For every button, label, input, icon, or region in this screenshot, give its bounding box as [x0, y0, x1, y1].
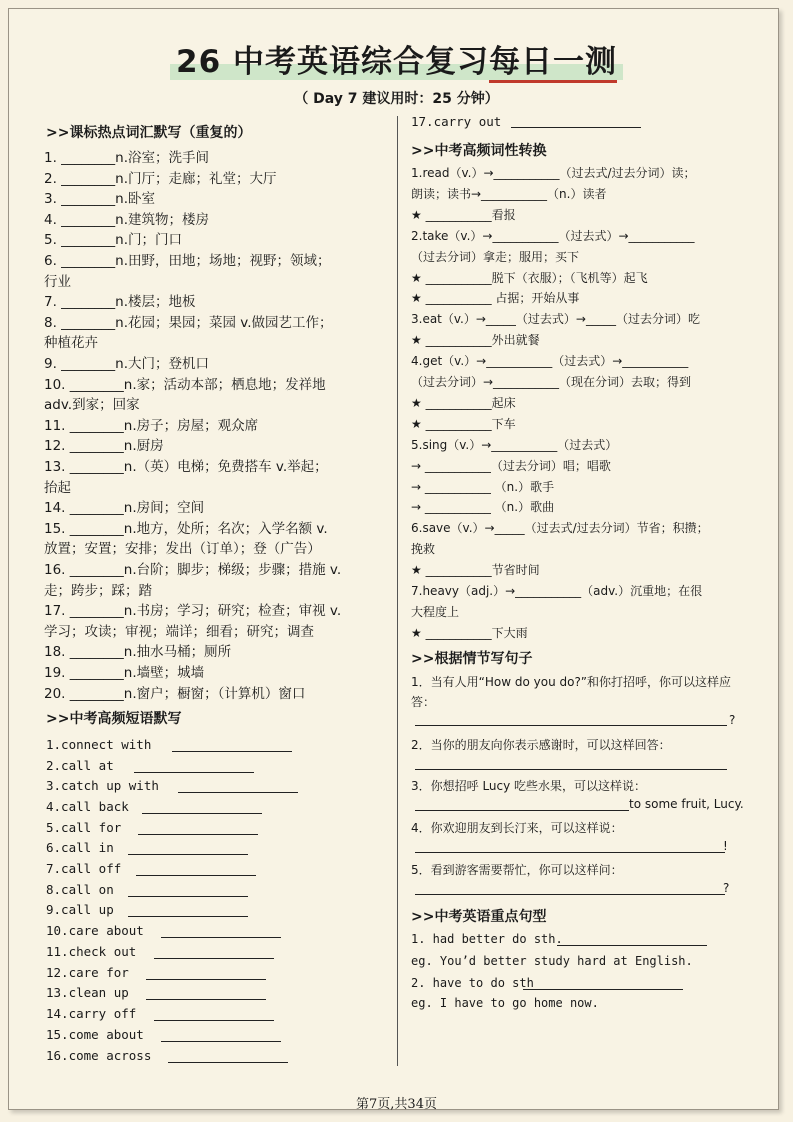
wordform-line[interactable]: ★ ___________下车 — [411, 416, 516, 431]
page-subtitle: （ Day 7 建议用时：25 分钟） — [294, 91, 499, 107]
wordform-line[interactable]: ★ ___________下大雨 — [411, 625, 528, 640]
wordform-line[interactable]: ★ ___________ 占据；开始从事 — [411, 291, 580, 306]
vocab-item[interactable]: 抬起 — [44, 479, 71, 496]
pattern-line: eg. You’d better study hard at English. — [411, 954, 693, 968]
phrase-answer-blank[interactable] — [138, 819, 258, 835]
right-column — [411, 114, 751, 1068]
pattern-line: 2. have to do sth — [411, 976, 534, 990]
vocab-item[interactable]: 8. ________n.花园；果园；菜园 v.做园艺工作； — [44, 314, 333, 331]
phrase-answer-blank[interactable] — [142, 798, 262, 814]
vocab-item[interactable]: 20. ________n.窗户；橱窗；（计算机）窗口 — [44, 685, 306, 702]
vocab-item[interactable]: 9. ________n.大门；登机口 — [44, 356, 210, 372]
phrase-answer-blank[interactable] — [134, 757, 254, 773]
wordform-line[interactable]: 2.take（v.）→___________（过去式）→___________ — [411, 228, 695, 243]
phrase-item: 9.call up — [46, 902, 114, 917]
wordform-line[interactable]: 3.eat（v.）→_____（过去式）→_____（过去分词）吃 — [411, 312, 700, 327]
situation-line: 2．当你的朋友向你表示感谢时，可以这样回答： — [411, 738, 671, 752]
phrase-item: 10.care about — [46, 923, 144, 938]
vocab-item[interactable]: 18. ________n.抽水马桶；厕所 — [44, 644, 232, 661]
wordform-line[interactable]: 挽救 — [411, 542, 436, 557]
phrase-answer-blank[interactable] — [128, 881, 248, 897]
phrase-answer-blank[interactable] — [161, 1026, 281, 1042]
wordform-line[interactable]: 朗读；读书→___________（n.）读者 — [411, 186, 607, 201]
page-footer: 第7页,共34页 — [356, 1097, 437, 1112]
answer-line[interactable] — [415, 837, 725, 853]
situation-line: ? — [723, 881, 730, 895]
situation-line: 5．看到游客需要帮忙，你可以这样问： — [411, 863, 623, 877]
situation-line: ! — [723, 839, 728, 853]
vocab-item[interactable]: 11. ________n.房子；房屋；观众席 — [44, 417, 259, 434]
phrase-item: 16.come across — [46, 1048, 152, 1063]
vocab-item[interactable]: 10. ________n.家；活动本部；栖息地；发祥地 — [44, 376, 326, 393]
phrase-item: 1.connect with — [46, 737, 152, 752]
vocab-item[interactable]: 走；跨步；踩；踏 — [44, 582, 152, 599]
wordform-line[interactable]: 6.save（v.）→_____（过去式/过去分词）节省；积攒； — [411, 521, 709, 536]
answer-line[interactable] — [415, 795, 629, 811]
wordform-line[interactable]: （过去分词）拿走；服用；买下 — [411, 249, 580, 264]
phrases-heading: >>中考高频短语默写 — [46, 711, 182, 727]
situation-line: to some fruit, Lucy. — [629, 797, 744, 811]
phrase-item: 5.call for — [46, 820, 122, 835]
wordform-line[interactable]: ★ ___________节省时间 — [411, 563, 540, 578]
vocab-item[interactable]: adv.到家；回家 — [44, 397, 140, 414]
vocab-heading: >>课标热点词汇默写（重复的） — [46, 125, 252, 141]
vocab-item[interactable]: 学习；攻读；审视；端详；细看；研究；调查 — [44, 623, 314, 640]
phrase-item: 6.call in — [46, 840, 114, 855]
situation-line: 4．你欢迎朋友到长汀来，可以这样说： — [411, 821, 623, 835]
vocab-item[interactable]: 14. ________n.房间；空间 — [44, 500, 205, 517]
wordform-line[interactable]: → ___________（过去分词）唱；唱歌 — [411, 458, 611, 473]
answer-line[interactable] — [415, 754, 727, 770]
wordform-line[interactable]: 4.get（v.）→___________（过去式）→___________ — [411, 354, 689, 369]
left-column — [46, 118, 386, 1068]
vocab-item[interactable]: 6. ________n.田野，田地；场地；视野；领域； — [44, 253, 331, 269]
vocab-item[interactable]: 15. ________n.地方，处所；名次；入学名额 v. — [44, 520, 328, 537]
wordform-line[interactable]: ★ ___________脱下（衣服）；（飞机等）起飞 — [411, 270, 648, 285]
vocab-item[interactable]: 行业 — [44, 273, 71, 290]
wordform-line[interactable]: 7.heavy（adj.）→___________（adv.）沉重地；在很 — [411, 584, 703, 598]
phrase-answer-blank[interactable] — [178, 777, 298, 793]
wordform-line[interactable]: ★ ___________起床 — [411, 395, 516, 410]
phrase-item: 15.come about — [46, 1027, 144, 1042]
phrase-item: 7.call off — [46, 861, 122, 876]
situation-line: 3．你想招呼 Lucy 吃些水果，可以这样说： — [411, 779, 647, 793]
column-divider — [397, 116, 398, 1066]
pattern-blank[interactable] — [557, 930, 707, 946]
vocab-item[interactable]: 3. ________n.卧室 — [44, 191, 156, 208]
pattern-blank[interactable] — [523, 974, 683, 990]
title-highlight: 每日一测 — [489, 44, 617, 83]
situations-heading: >>根据情节写句子 — [411, 651, 533, 667]
phrase-item: 8.call on — [46, 882, 114, 897]
phrase-answer-blank[interactable] — [168, 1047, 288, 1063]
patterns-heading: >>中考英语重点句型 — [411, 909, 547, 925]
phrase-item: 14.carry off — [46, 1006, 137, 1021]
phrase-answer-blank[interactable] — [161, 922, 281, 938]
wordform-line[interactable]: ★ ___________看报 — [411, 207, 516, 222]
vocab-item[interactable]: 种植花卉 — [44, 335, 98, 352]
phrase-answer-blank[interactable] — [136, 860, 256, 876]
situation-line: ? — [729, 713, 736, 727]
phrase-item: 2.call at — [46, 758, 114, 773]
vocab-item[interactable]: 放置；安置；安排；发出（订单）；登（广告） — [44, 541, 321, 558]
phrase-answer-blank[interactable] — [146, 964, 266, 980]
wordform-line[interactable]: （过去分词）→___________（现在分词）去取；得到 — [411, 375, 692, 389]
vocab-item[interactable]: 16. ________n.台阶；脚步；梯级；步骤；措施 v. — [44, 562, 342, 578]
phrase-answer-blank[interactable] — [128, 839, 248, 855]
vocab-item[interactable]: 13. ________n.（英）电梯；免费搭车 v.举起； — [44, 459, 328, 475]
phrase-item: 13.clean up — [46, 985, 129, 1000]
situation-line: 1．当有人用“How do you do?”和你打招呼，你可以这样应 — [411, 675, 732, 689]
vocab-item[interactable]: 4. ________n.建筑物；楼房 — [44, 211, 210, 228]
vocab-item[interactable]: 2. ________n.门厅；走廊；礼堂；大厅 — [44, 170, 277, 187]
answer-line[interactable] — [415, 879, 725, 895]
phrase-item: 12.care for — [46, 965, 129, 980]
answer-line[interactable] — [415, 710, 727, 726]
phrase-item: 3.catch up with — [46, 778, 159, 793]
wordform-line[interactable]: ★ ___________外出就餐 — [411, 333, 540, 348]
wordform-line[interactable]: 1.read（v.）→___________（过去式/过去分词）读； — [411, 166, 696, 180]
wordform-line[interactable]: → ___________ （n.）歌手 — [411, 479, 555, 494]
vocab-item[interactable]: 17. ________n.书房；学习；研究；检查；审视 v. — [44, 603, 342, 620]
phrase-item: 17.carry out — [411, 114, 502, 129]
phrase-answer-blank[interactable] — [154, 943, 274, 959]
wordform-line[interactable]: 5.sing（v.）→___________（过去式） — [411, 437, 618, 452]
phrase-answer-blank[interactable] — [146, 984, 266, 1000]
phrase-answer-blank[interactable] — [128, 901, 248, 917]
title-main: 26 中考英语综合复习 — [176, 44, 489, 80]
phrase-answer-blank[interactable] — [172, 736, 292, 752]
phrase-item: 11.check out — [46, 944, 137, 959]
pattern-line: 1. had better do sth. — [411, 932, 563, 946]
vocab-item[interactable]: 7. ________n.楼层；地板 — [44, 294, 196, 311]
phrase-answer-blank[interactable] — [154, 1005, 274, 1021]
wordform-line[interactable]: → ___________ （n.）歌曲 — [411, 500, 555, 515]
vocab-item[interactable]: 5. ________n.门；门口 — [44, 232, 183, 249]
vocab-item[interactable]: 1. ________n.浴室；洗手间 — [44, 150, 210, 166]
wordform-line[interactable]: 大程度上 — [411, 604, 460, 619]
phrase-answer-blank[interactable] — [511, 112, 641, 128]
wordforms-heading: >>中考高频词性转换 — [411, 143, 547, 159]
vocab-item[interactable]: 19. ________n.墙壁；城墙 — [44, 665, 205, 681]
vocab-item[interactable]: 12. ________n.厨房 — [44, 438, 164, 455]
situation-line: 答： — [411, 695, 436, 709]
pattern-line: eg. I have to go home now. — [411, 996, 599, 1010]
phrase-item: 4.call back — [46, 799, 129, 814]
page-title — [0, 36, 793, 81]
